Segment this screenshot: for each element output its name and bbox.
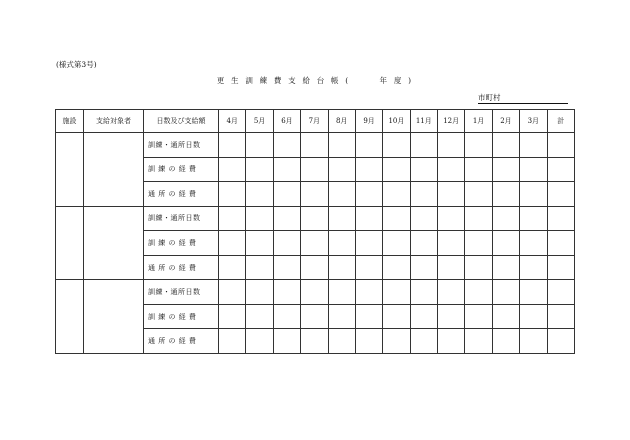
row-item-label: 訓 練 の 経 費: [144, 231, 219, 256]
row-item-label: 通 所 の 経 費: [144, 182, 219, 207]
month-cell[interactable]: [355, 133, 382, 158]
row-item-label: 通 所 の 経 費: [144, 255, 219, 280]
month-cell[interactable]: [301, 133, 328, 158]
month-cell[interactable]: [219, 133, 246, 158]
month-cell[interactable]: [465, 206, 492, 231]
month-cell[interactable]: [301, 157, 328, 182]
month-cell[interactable]: [273, 133, 300, 158]
month-cell[interactable]: [219, 255, 246, 280]
month-cell[interactable]: [273, 231, 300, 256]
month-cell[interactable]: [301, 206, 328, 231]
month-cell[interactable]: [383, 329, 410, 354]
month-cell[interactable]: [355, 231, 382, 256]
month-cell[interactable]: [438, 255, 465, 280]
month-cell[interactable]: [328, 157, 355, 182]
month-cell[interactable]: [465, 329, 492, 354]
month-cell[interactable]: [438, 304, 465, 329]
month-cell[interactable]: [520, 206, 547, 231]
month-cell[interactable]: [355, 206, 382, 231]
month-cell[interactable]: [246, 157, 273, 182]
month-cell[interactable]: [328, 255, 355, 280]
month-cell[interactable]: [520, 280, 547, 305]
month-cell[interactable]: [465, 304, 492, 329]
month-cell[interactable]: [246, 329, 273, 354]
month-cell[interactable]: [465, 280, 492, 305]
ledger-header-row: [56, 110, 575, 133]
month-cell[interactable]: [492, 206, 519, 231]
month-cell[interactable]: [246, 133, 273, 158]
month-cell[interactable]: [301, 280, 328, 305]
month-cell[interactable]: [273, 329, 300, 354]
month-cell[interactable]: [410, 231, 437, 256]
month-cell[interactable]: [355, 280, 382, 305]
col-header-month: 7月: [301, 110, 328, 133]
month-cell[interactable]: [383, 280, 410, 305]
total-cell[interactable]: [547, 280, 575, 305]
month-cell[interactable]: [273, 255, 300, 280]
col-header-month: 8月: [328, 110, 355, 133]
col-header-month: 2月: [492, 110, 519, 133]
municipality-field: 市町村: [478, 93, 568, 104]
month-cell[interactable]: [410, 255, 437, 280]
col-header-month: 12月: [438, 110, 465, 133]
col-header-days-amount: 日数及び支給額: [144, 110, 219, 133]
month-cell[interactable]: [219, 304, 246, 329]
month-cell[interactable]: [465, 182, 492, 207]
month-cell[interactable]: [520, 157, 547, 182]
month-cell[interactable]: [410, 157, 437, 182]
ledger-title: 更 生 訓 練 費 支 給 台 帳 ( 年 度 ): [216, 76, 414, 85]
month-cell[interactable]: [438, 329, 465, 354]
total-cell[interactable]: [547, 304, 575, 329]
table-row: [56, 280, 575, 305]
total-cell[interactable]: [547, 206, 575, 231]
form-number: (様式第3号): [56, 60, 97, 69]
col-header-month: 3月: [520, 110, 547, 133]
month-cell[interactable]: [246, 280, 273, 305]
month-cell[interactable]: [273, 280, 300, 305]
total-cell[interactable]: [547, 231, 575, 256]
month-cell[interactable]: [438, 231, 465, 256]
month-cell[interactable]: [301, 329, 328, 354]
month-cell[interactable]: [273, 157, 300, 182]
col-header-month: 10月: [383, 110, 410, 133]
total-cell[interactable]: [547, 182, 575, 207]
month-cell[interactable]: [301, 304, 328, 329]
month-cell[interactable]: [273, 182, 300, 207]
month-cell[interactable]: [410, 304, 437, 329]
month-cell[interactable]: [520, 329, 547, 354]
col-header-month: 5月: [246, 110, 273, 133]
month-cell[interactable]: [246, 304, 273, 329]
month-cell[interactable]: [410, 182, 437, 207]
month-cell[interactable]: [246, 206, 273, 231]
row-item-label: 訓 練 の 経 費: [144, 157, 219, 182]
row-item-label: 訓 練 の 経 費: [144, 304, 219, 329]
month-cell[interactable]: [383, 255, 410, 280]
month-cell[interactable]: [492, 182, 519, 207]
month-cell[interactable]: [328, 206, 355, 231]
col-header-month: 11月: [410, 110, 437, 133]
month-cell[interactable]: [219, 206, 246, 231]
month-cell[interactable]: [246, 231, 273, 256]
month-cell[interactable]: [520, 255, 547, 280]
month-cell[interactable]: [520, 133, 547, 158]
month-cell[interactable]: [438, 280, 465, 305]
month-cell[interactable]: [328, 304, 355, 329]
month-cell[interactable]: [410, 280, 437, 305]
total-cell[interactable]: [547, 133, 575, 158]
month-cell[interactable]: [246, 255, 273, 280]
col-header-month: 4月: [219, 110, 246, 133]
row-item-label: 訓練・通所日数: [144, 280, 219, 305]
col-header-total: 計: [547, 110, 575, 133]
month-cell[interactable]: [219, 231, 246, 256]
month-cell[interactable]: [492, 157, 519, 182]
month-cell[interactable]: [219, 182, 246, 207]
recipient-cell[interactable]: [84, 133, 144, 207]
month-cell[interactable]: [492, 231, 519, 256]
month-cell[interactable]: [301, 182, 328, 207]
month-cell[interactable]: [465, 157, 492, 182]
month-cell[interactable]: [383, 182, 410, 207]
col-header-month: 1月: [465, 110, 492, 133]
col-header-facility: 施設: [56, 110, 84, 133]
month-cell[interactable]: [492, 280, 519, 305]
month-cell[interactable]: [492, 329, 519, 354]
month-cell[interactable]: [465, 231, 492, 256]
month-cell[interactable]: [438, 182, 465, 207]
month-cell[interactable]: [410, 329, 437, 354]
row-item-label: 訓練・通所日数: [144, 133, 219, 158]
recipient-cell[interactable]: [84, 280, 144, 354]
month-cell[interactable]: [492, 133, 519, 158]
month-cell[interactable]: [328, 231, 355, 256]
month-cell[interactable]: [273, 304, 300, 329]
month-cell[interactable]: [520, 231, 547, 256]
month-cell[interactable]: [383, 231, 410, 256]
month-cell[interactable]: [328, 329, 355, 354]
month-cell[interactable]: [383, 157, 410, 182]
month-cell[interactable]: [273, 206, 300, 231]
total-cell[interactable]: [547, 329, 575, 354]
month-cell[interactable]: [410, 206, 437, 231]
month-cell[interactable]: [355, 182, 382, 207]
month-cell[interactable]: [438, 157, 465, 182]
month-cell[interactable]: [410, 133, 437, 158]
month-cell[interactable]: [438, 133, 465, 158]
month-cell[interactable]: [465, 133, 492, 158]
month-cell[interactable]: [520, 304, 547, 329]
col-header-month: 9月: [355, 110, 382, 133]
month-cell[interactable]: [520, 182, 547, 207]
row-item-label: 通 所 の 経 費: [144, 329, 219, 354]
col-header-month: 6月: [273, 110, 300, 133]
month-cell[interactable]: [438, 206, 465, 231]
table-row: [56, 206, 575, 231]
month-cell[interactable]: [301, 255, 328, 280]
month-cell[interactable]: [219, 329, 246, 354]
month-cell[interactable]: [328, 133, 355, 158]
month-cell[interactable]: [355, 157, 382, 182]
col-header-recipient: 支給対象者: [84, 110, 144, 133]
facility-cell[interactable]: [56, 133, 84, 207]
total-cell[interactable]: [547, 255, 575, 280]
month-cell[interactable]: [219, 157, 246, 182]
month-cell[interactable]: [492, 255, 519, 280]
row-item-label: 訓練・通所日数: [144, 206, 219, 231]
month-cell[interactable]: [355, 304, 382, 329]
recipient-cell[interactable]: [84, 206, 144, 280]
month-cell[interactable]: [246, 182, 273, 207]
table-row: [56, 133, 575, 158]
month-cell[interactable]: [465, 255, 492, 280]
total-cell[interactable]: [547, 157, 575, 182]
facility-cell[interactable]: [56, 280, 84, 354]
month-cell[interactable]: [328, 182, 355, 207]
month-cell[interactable]: [355, 329, 382, 354]
month-cell[interactable]: [492, 304, 519, 329]
month-cell[interactable]: [383, 304, 410, 329]
month-cell[interactable]: [328, 280, 355, 305]
month-cell[interactable]: [383, 206, 410, 231]
month-cell[interactable]: [219, 280, 246, 305]
month-cell[interactable]: [301, 231, 328, 256]
month-cell[interactable]: [383, 133, 410, 158]
month-cell[interactable]: [355, 255, 382, 280]
ledger-table: [55, 109, 575, 354]
facility-cell[interactable]: [56, 206, 84, 280]
